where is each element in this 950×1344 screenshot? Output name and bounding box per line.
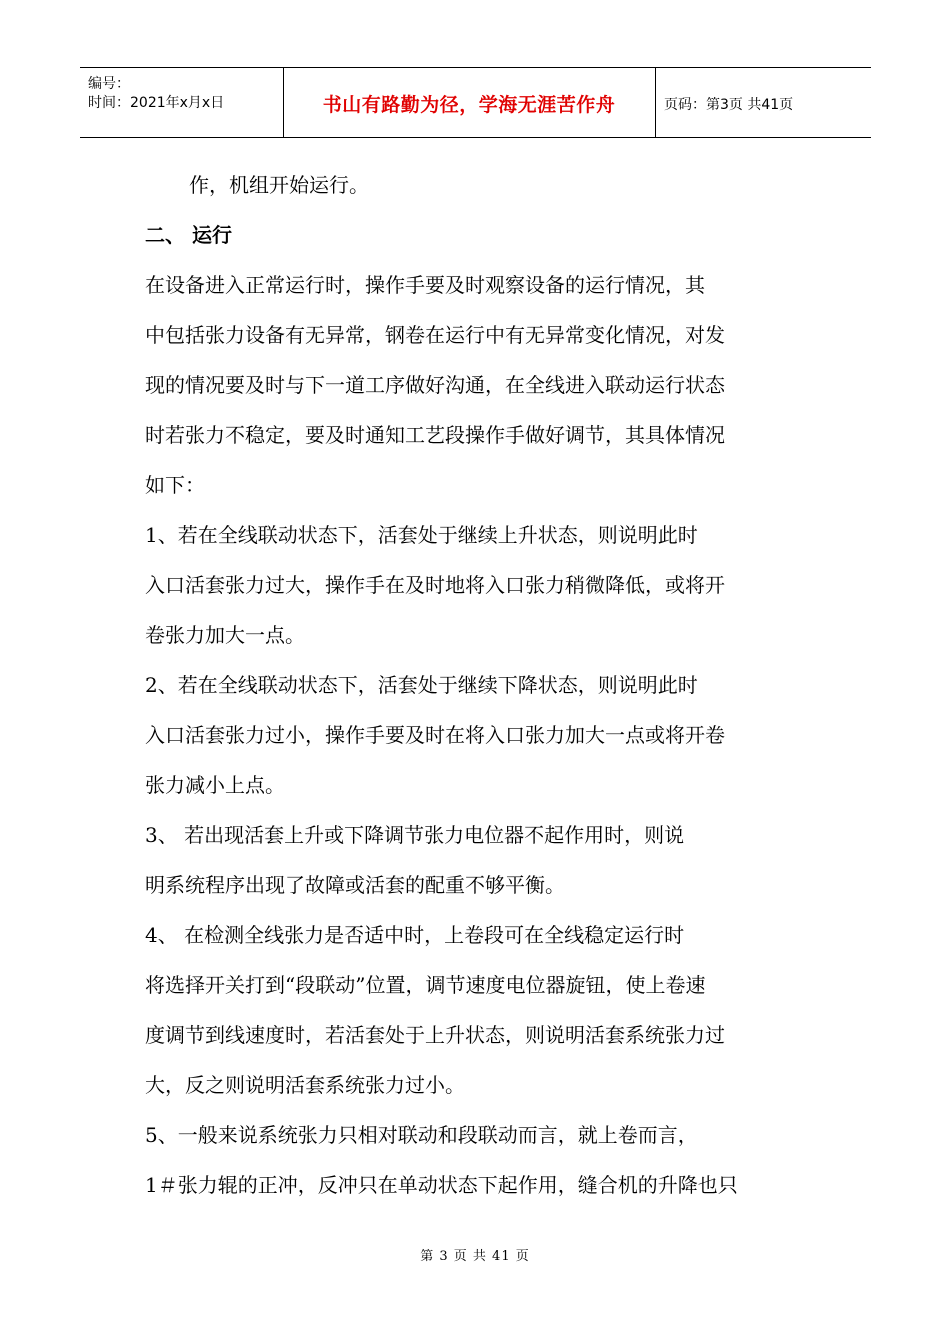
body-paragraph-continuation: 作，机组开始运行。	[189, 173, 369, 197]
text-line: 大，反之则说明活套系统张力过小。	[145, 1073, 465, 1097]
text-line: 3、 若出现活套上升或下降调节张力电位器不起作用时，则说	[145, 823, 685, 847]
header-page-cell	[656, 68, 871, 137]
text-line: 张力减小上点。	[145, 773, 285, 797]
list-item-3	[145, 810, 805, 910]
header-motto: 书山有路勤为径，学海无涯苦作舟	[322, 94, 616, 116]
page-header	[80, 67, 871, 138]
document-time-label: 时间：2021年x月x日	[88, 95, 225, 111]
section-heading: 二、 运行	[145, 223, 232, 247]
text-line: 卷张力加大一点。	[145, 623, 305, 647]
body-paragraph-intro	[145, 260, 805, 510]
document-number-label: 编号：	[88, 76, 130, 92]
text-line: 度调节到线速度时，若活套处于上升状态，则说明活套系统张力过	[145, 1023, 725, 1047]
list-item-1	[145, 510, 805, 660]
text-line: 2、若在全线联动状态下，活套处于继续下降状态，则说明此时	[145, 673, 698, 697]
text-line: 1、若在全线联动状态下，活套处于继续上升状态，则说明此时	[145, 523, 698, 547]
text-line: 5、一般来说系统张力只相对联动和段联动而言，就上卷而言，	[145, 1123, 698, 1147]
text-line: 在设备进入正常运行时，操作手要及时观察设备的运行情况，其	[145, 273, 705, 297]
text-line: 入口活套张力过大，操作手在及时地将入口张力稍微降低，或将开	[145, 573, 725, 597]
document-body	[145, 160, 805, 1210]
header-motto-cell	[283, 68, 656, 137]
text-line: 如下：	[145, 473, 205, 497]
list-item-5	[145, 1110, 805, 1210]
text-line: 中包括张力设备有无异常，钢卷在运行中有无异常变化情况，对发	[145, 323, 725, 347]
text-line: 将选择开关打到“段联动”位置，调节速度电位器旋钮，使上卷速	[145, 973, 706, 997]
text-line: 入口活套张力过小，操作手要及时在将入口张力加大一点或将开卷	[145, 723, 725, 747]
text-line: 时若张力不稳定，要及时通知工艺段操作手做好调节，其具体情况	[145, 423, 725, 447]
header-info-cell	[80, 68, 284, 137]
header-page-info: 页码：第3页 共41页	[664, 97, 794, 113]
page-footer: 第 3 页 共 41 页	[420, 1249, 530, 1264]
list-item-4	[145, 910, 805, 1110]
text-line: 4、 在检测全线张力是否适中时，上卷段可在全线稳定运行时	[145, 923, 685, 947]
text-line: 明系统程序出现了故障或活套的配重不够平衡。	[145, 873, 565, 897]
text-line: 现的情况要及时与下一道工序做好沟通，在全线进入联动运行状态	[145, 373, 725, 397]
list-item-2	[145, 660, 805, 810]
text-line: 1＃张力辊的正冲，反冲只在单动状态下起作用，缝合机的升降也只	[145, 1173, 738, 1197]
